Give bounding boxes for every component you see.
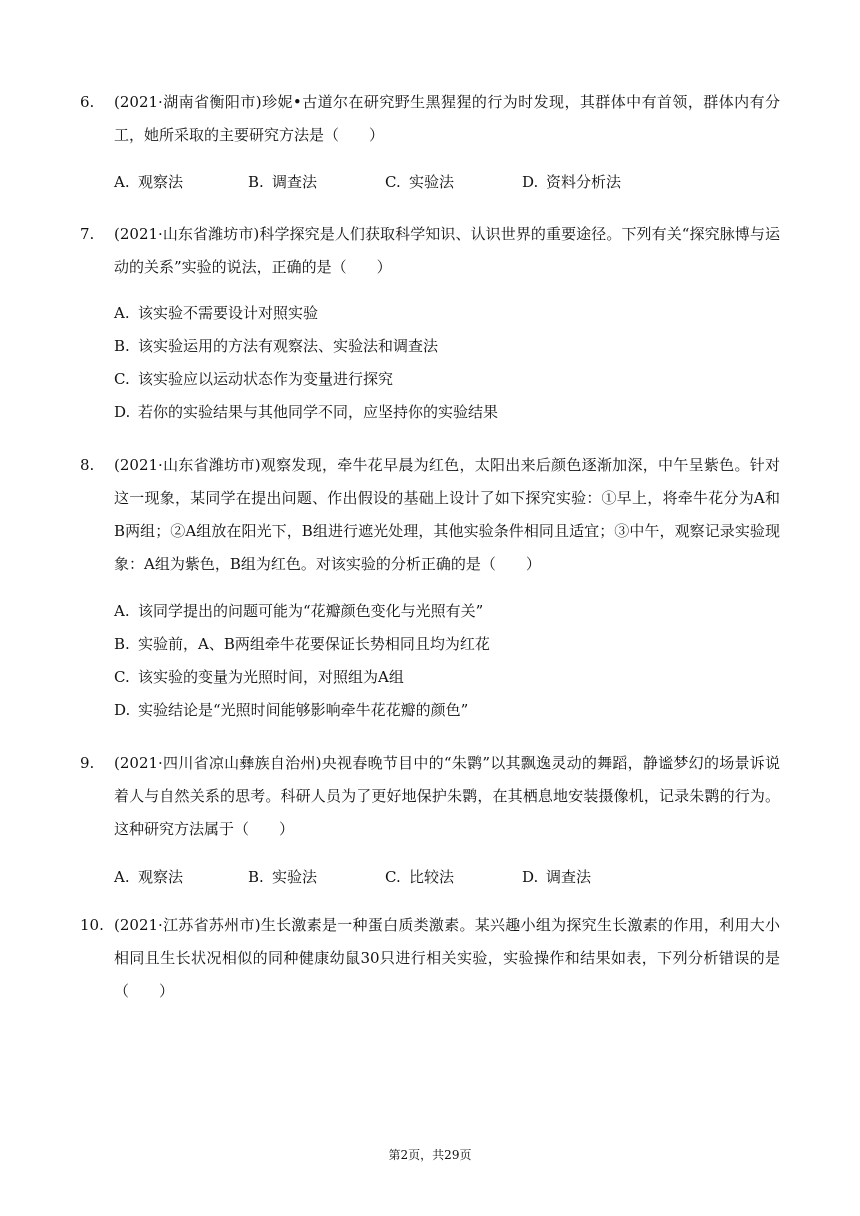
option-c[interactable]: C. 实验法 xyxy=(385,173,455,191)
page-footer: 第2页，共29页 xyxy=(388,1148,472,1162)
option-a[interactable]: A. 该实验不需要设计对照实验 xyxy=(114,304,319,322)
question-stem: 观察发现，牵牛花早晨为红色，太阳出来后颜色逐渐加深，中午呈紫色。针对这一现象，某同学在提出问题、作出假设的基础上设计了如下探究实验：①早上，将牵牛花分为A和B两组；②A组放在阳光下，B组进行遮光处理，其他实验条件相同且适宜；③中午，观察记录实验现象：A组为紫色，B组为红色。对该实验的分析正确的是（ ） xyxy=(114,456,780,573)
question-source: (2021·湖南省衡阳市) xyxy=(114,93,262,111)
options-9 xyxy=(114,866,774,888)
option-a[interactable]: A. 观察法 xyxy=(114,173,184,191)
option-c[interactable]: C. 比较法 xyxy=(385,868,455,886)
question-number: 10. xyxy=(80,916,104,934)
question-stem: 生长激素是一种蛋白质类激素。某兴趣小组为探究生长激素的作用，利用大小相同且生长状况相似的同种健康幼鼠30只进行相关实验，实验操作和结果如表，下列分析错误的是（ ） xyxy=(114,916,780,1000)
question-stem-block xyxy=(114,218,780,284)
option-b[interactable]: B. 该实验运用的方法有观察法、实验法和调查法 xyxy=(114,337,439,355)
question-number: 6. xyxy=(80,93,95,111)
question-source: (2021·四川省凉山彝族自治州) xyxy=(114,754,322,772)
question-stem-block xyxy=(114,909,780,1008)
question-number: 7. xyxy=(80,225,95,243)
question-9 xyxy=(80,747,780,846)
question-6 xyxy=(80,86,780,152)
question-stem-block xyxy=(114,86,780,152)
option-b[interactable]: B. 实验前，A、B两组牵牛花要保证长势相同且均为红花 xyxy=(114,635,490,653)
question-source: (2021·江苏省苏州市) xyxy=(114,916,261,934)
question-stem: 科学探究是人们获取科学知识、认识世界的重要途径。下列有关“探究脉博与运动的关系”实验的说法，正确的是（ ） xyxy=(114,225,780,276)
question-10 xyxy=(80,909,780,1008)
question-source: (2021·山东省潍坊市) xyxy=(114,456,261,474)
option-b[interactable]: B. 实验法 xyxy=(248,868,318,886)
option-c[interactable]: C. 该实验的变量为光照时间，对照组为A组 xyxy=(114,668,404,686)
options-7 xyxy=(114,302,774,434)
option-d[interactable]: D. 若你的实验结果与其他同学不同，应坚持你的实验结果 xyxy=(114,403,499,421)
question-stem-block xyxy=(114,449,780,581)
question-number: 8. xyxy=(80,456,95,474)
option-d[interactable]: D. 调查法 xyxy=(522,868,592,886)
option-d[interactable]: D. 实验结论是“光照时间能够影响牵牛花花瓣的颜色” xyxy=(114,701,469,719)
question-8 xyxy=(80,449,780,581)
option-a[interactable]: A. 该同学提出的问题可能为“花瓣颜色变化与光照有关” xyxy=(114,602,484,620)
question-7 xyxy=(80,218,780,284)
options-8 xyxy=(114,600,774,732)
question-number: 9. xyxy=(80,754,95,772)
question-source: (2021·山东省潍坊市) xyxy=(114,225,260,243)
option-b[interactable]: B. 调查法 xyxy=(248,173,318,191)
option-a[interactable]: A. 观察法 xyxy=(114,868,184,886)
option-c[interactable]: C. 该实验应以运动状态作为变量进行探究 xyxy=(114,370,394,388)
question-stem: 央视春晚节目中的“朱鹮”以其飘逸灵动的舞蹈，静谧梦幻的场景诉说着人与自然关系的思考。科研人员为了更好地保护朱鹮，在其栖息地安装摄像机，记录朱鹮的行为。这种研究方法属于（ ） xyxy=(114,754,780,838)
options-6 xyxy=(114,171,774,193)
question-stem-block xyxy=(114,747,780,846)
option-d[interactable]: D. 资料分析法 xyxy=(522,173,622,191)
question-stem: 珍妮•古道尔在研究野生黑猩猩的行为时发现，其群体中有首领，群体内有分工，她所采取的主要研究方法是（ ） xyxy=(114,93,780,144)
